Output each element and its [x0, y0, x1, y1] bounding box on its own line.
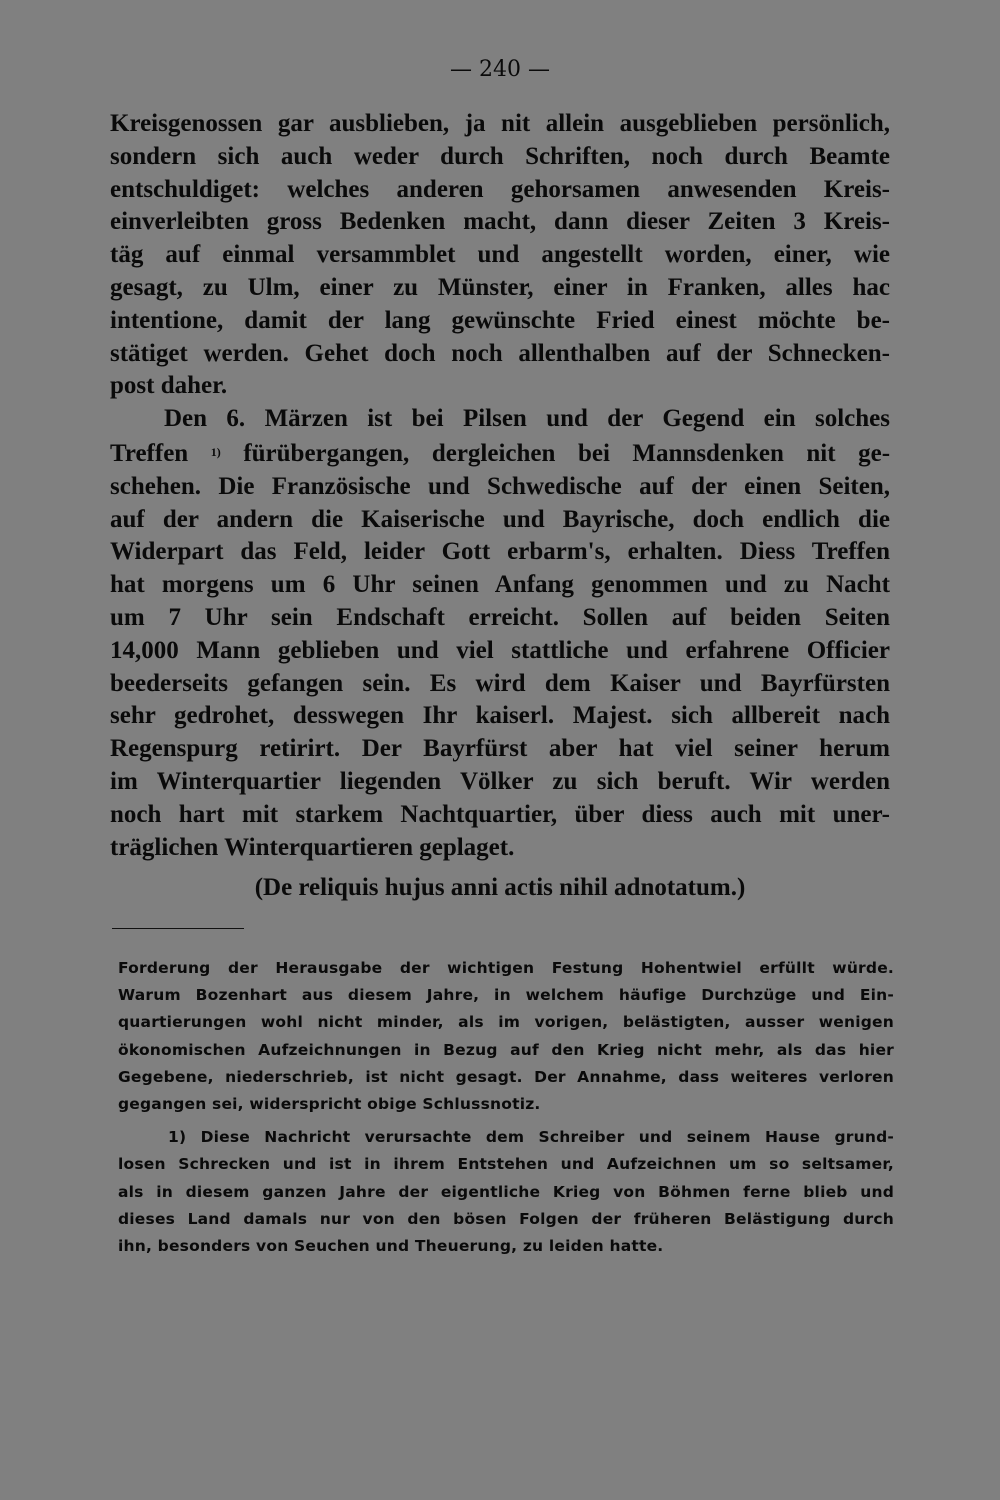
footnote-line: Gegebene, niederschrieb, ist nicht gesagt. Der Annahme, dass weiteres verloren — [118, 1067, 894, 1086]
footnote-separator — [112, 928, 244, 929]
text-line: post daher. — [110, 372, 228, 400]
text-line: Widerpart das Feld, leider Gott erbarm's, erhalten. Diess Treffen — [110, 538, 890, 566]
text-fragment: Treffen — [110, 439, 189, 467]
text-line: noch hart mit starkem Nachtquartier, über diess auch mit uner- — [110, 800, 890, 828]
text-line: stätiget werden. Gehet doch noch allenthalben auf der Schnecken- — [110, 339, 890, 367]
footnote-line: als in diesem ganzen Jahre der eigentliche Krieg von Böhmen ferne blieb und — [118, 1182, 894, 1201]
text-line: träglichen Winterquartieren geplaget. — [110, 833, 515, 861]
main-text — [110, 108, 890, 864]
text-line: im Winterquartier liegenden Völker zu sich beruft. Wir werden — [110, 767, 890, 795]
text-line: entschuldiget: welches anderen gehorsamen anwesenden Kreis- — [110, 175, 890, 203]
text-line: gesagt, zu Ulm, einer zu Münster, einer in Franken, alles hac — [110, 273, 890, 301]
text-line: hat morgens um 6 Uhr seinen Anfang genommen und zu Nacht — [110, 571, 890, 599]
text-line: beederseits gefangen sein. Es wird dem Kaiser und Bayrfürsten — [110, 669, 890, 697]
footnote-reference: 1) — [210, 444, 221, 459]
text-line-with-footnote — [110, 436, 890, 471]
text-line: sondern sich auch weder durch Schriften, noch durch Beamte — [110, 142, 890, 170]
text-line: Regenspurg retirirt. Der Bayrfürst aber hat viel seiner herum — [110, 735, 890, 763]
page-number: — 240 — — [450, 57, 550, 82]
footnote-line: losen Schrecken und ist in ihrem Entstehen und Aufzeichnen um so seltsamer, — [118, 1155, 894, 1174]
footnotes — [118, 955, 894, 1260]
footnote-line: dieses Land damals nur von den bösen Folgen der früheren Belästigung durch — [118, 1209, 894, 1228]
footnote-line: quartierungen wohl nicht minder, als im vorigen, belästigten, ausser wenigen — [118, 1013, 894, 1032]
text-line: sehr gedrohet, desswegen Ihr kaiserl. Majest. sich allbereit nach — [110, 702, 890, 730]
footnote-line: Forderung der Herausgabe der wichtigen Festung Hohentwiel erfüllt würde. — [118, 959, 894, 977]
text-line: Den 6. Märzen ist bei Pilsen und der Gegend ein solches — [164, 405, 890, 433]
text-line: 14,000 Mann geblieben und viel stattliche und erfahrene Officier — [110, 636, 890, 664]
text-line: intentione, damit der lang gewünschte Fried einest möchte be- — [110, 306, 890, 334]
footnote-1-marker: 1) — [168, 1128, 187, 1147]
text-line: auf der andern die Kaiserische und Bayrische, doch endlich die — [110, 505, 890, 533]
text-fragment: fürübergangen, dergleichen bei Mannsdenken nit ge- — [243, 439, 891, 467]
text-line: um 7 Uhr sein Endschaft erreicht. Sollen auf beiden Seiten — [110, 603, 890, 631]
text-line: schehen. Die Französische und Schwedische auf der einen Seiten, — [110, 472, 890, 500]
footnote-line: Warum Bozenhart aus diesem Jahre, in welchem häufige Durchzüge und Ein- — [118, 986, 894, 1005]
footnote-line: ökonomischen Aufzeichnungen in Bezug auf den Krieg nicht mehr, als das hier — [118, 1040, 894, 1059]
footnote-line: ihn, besonders von Seuchen und Theuerung, zu leiden hatte. — [118, 1237, 664, 1256]
text-line: täg auf einmal versammblet und angestellt worden, einer, wie — [110, 241, 890, 269]
text-line: einverleibten gross Bedenken macht, dann dieser Zeiten 3 Kreis- — [110, 208, 890, 236]
closing-note: (De reliquis hujus anni actis nihil adnotatum.) — [254, 874, 746, 901]
footnote-1-first-line — [118, 1124, 894, 1151]
footnote-text: Diese Nachricht verursachte dem Schreiber und seinem Hause grund- — [200, 1128, 894, 1147]
text-line: Kreisgenossen gar ausblieben, ja nit allein ausgeblieben persönlich, — [110, 110, 890, 137]
footnote-line: gegangen sei, widerspricht obige Schlussnotiz. — [118, 1095, 541, 1114]
